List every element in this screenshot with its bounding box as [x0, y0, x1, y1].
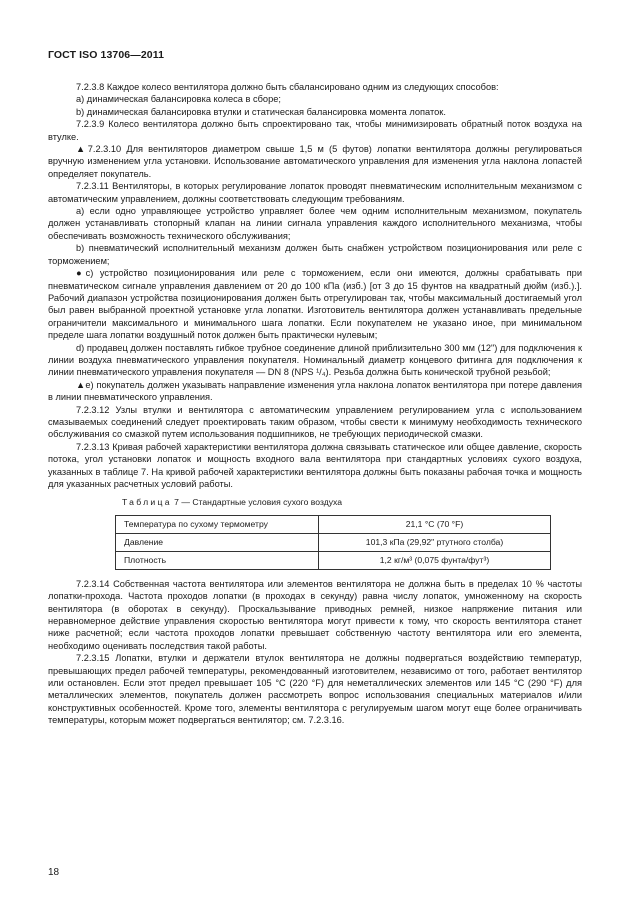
table-cell-label: Температура по сухому термометру: [116, 515, 319, 533]
page-number: 18: [48, 867, 60, 878]
paragraph: d) продавец должен поставлять гибкое трубное соединение длиной приблизительно 300 мм (12") для подключения к линии воздуха пневматического управления покупателя. Номинальный диаметр концевого фитинга для подключения к линии пневматического управления покупателя — DN 8 (NPS ¹/₄). Резьба должна быть конической трубной резьбой;: [48, 342, 582, 378]
standard-header: ГОСТ ISO 13706—2011: [48, 49, 165, 61]
paragraph: ▲7.2.3.10 Для вентиляторов диаметром свыше 1,5 м (5 футов) лопатки вентилятора должны регулироваться вручную изменением угла установки. Использование автоматического управления для изменения угла наклона лопастей определяет покупатель.: [48, 144, 582, 179]
paragraph: 7.2.3.12 Узлы втулки и вентилятора с автоматическим управлением регулированием угла с использованием смазываемых соединений следует проектировать таким образом, чтобы свести к минимуму необходимость технического обслуживания со смазкой путем использования подшипников, не требующих периодической смазки.: [48, 404, 582, 440]
table-row: [116, 551, 551, 569]
table-cell-label: Плотность: [116, 551, 319, 569]
paragraph: ●c) устройство позиционирования или реле с торможением, если они имеются, должны срабатывать при пневматическом сигнале управления давлением от 20 до 100 кПа (изб.) [от 3 до 15 фунтов на квадратный дюйм (изб.).]. Рабочий диапазон устройства позиционирования должен быть отрегулирован так, чтобы максимальный достигаемый угол был равен выбранной проектной установке угла лопатки. Изготовитель вентилятора должен устанавливать предельные ограничители максимального и минимального шага лопатки. Если покупателем не указано иное, при минимальном пределе шага лопатки воздушный поток должен быть практически нулевым;: [48, 268, 582, 341]
table-cell-value: 101,3 кПа (29,92" ртутного столба): [319, 533, 551, 551]
table-row: [116, 533, 551, 551]
paragraph: b) пневматический исполнительный механизм должен быть снабжен устройством позиционирования или реле с торможением;: [48, 243, 582, 266]
paragraph-group-1: [48, 81, 582, 490]
paragraph: ▲e) покупатель должен указывать направление изменения угла наклона лопаток вентилятора при потере давления в линии пневматического управления.: [48, 379, 582, 403]
paragraph: 7.2.3.14 Собственная частота вентилятора или элементов вентилятора не должна быть в пределах 10 % частоты лопатки-прохода. Частота проходов лопатки (в проходах в секунду) равна числу лопаток, умноженному на скорость вентилятора (в оборотах в секунду). Проскальзывание приводных ремней, низкое напряжение питания или неравномерное действие управления скоростью вентилятора могут привести к тому, что скорость вентилятора станет ниже расчетной; если частота проходов лопатки превышает собственную частоту вентилятора или его элемента, необходимо оценивать последствия такой работы.: [48, 578, 582, 651]
table-cell-value: 1,2 кг/м³ (0,075 фунта/фут³): [319, 551, 551, 569]
paragraph: 7.2.3.11 Вентиляторы, в которых регулирование лопаток проводят пневматическим исполнительным механизмом с автоматическим управлением, должны соответствовать следующим требованиям.: [48, 181, 582, 204]
document-body: [48, 81, 582, 727]
paragraph: a) если одно управляющее устройство управляет более чем одним исполнительным механизмом, покупатель должен устанавливать стопорный клапан на линии сигнала управления каждого исполнительного механизма, чтобы обеспечивать возможность технического обслуживания;: [48, 206, 582, 241]
table-row: [116, 515, 551, 533]
table-caption-title: 7 — Стандартные условия сухого воздуха: [171, 497, 342, 508]
table-caption: [122, 496, 582, 508]
paragraph: a) динамическая балансировка колеса в сборе;: [76, 94, 281, 105]
paragraph: 7.2.3.15 Лопатки, втулки и держатели втулок вентилятора не должны подвергаться воздействию температур, превышающих предел рабочей температуры, рекомендованный изготовителем, независимо от того, работает вентилятор или остановлен. Если этот предел превышает 105 °C (220 °F) для неметаллических элементов или 145 °C (290 °F) для металлических элементов, покупатель должен рассмотреть вопрос использования специальных материалов и/или конструктивных особенностей. Кроме того, элементы вентилятора с регулируемым шагом могут еще более ограничивать температуры, которым может подвергаться вентилятор; см. 7.2.3.16.: [48, 653, 582, 726]
dry-air-conditions-table: [115, 515, 551, 570]
paragraph: 7.2.3.13 Кривая рабочей характеристики вентилятора должна связывать статическое или общее давление, скорость потока, угол установки лопаток и мощность входного вала вентилятора при стандартных условиях сухого воздуха, указанных в таблице 7. На кривой рабочей характеристики вентилятора должны быть показаны рабочая точка и мощность для указанных расчетных условий работы.: [48, 441, 582, 489]
paragraph-group-2: [48, 578, 582, 727]
paragraph: 7.2.3.8 Каждое колесо вентилятора должно быть сбалансировано одним из следующих способов:: [76, 82, 499, 92]
paragraph: 7.2.3.9 Колесо вентилятора должно быть спроектировано так, чтобы минимизировать обратный поток воздуха на втулке.: [48, 119, 582, 142]
table-cell-value: 21,1 °C (70 °F): [319, 515, 551, 533]
table-caption-word: Таблица: [122, 497, 172, 508]
paragraph: b) динамическая балансировка втулки и статическая балансировка момента лопаток.: [76, 106, 446, 117]
table-cell-label: Давление: [116, 533, 319, 551]
